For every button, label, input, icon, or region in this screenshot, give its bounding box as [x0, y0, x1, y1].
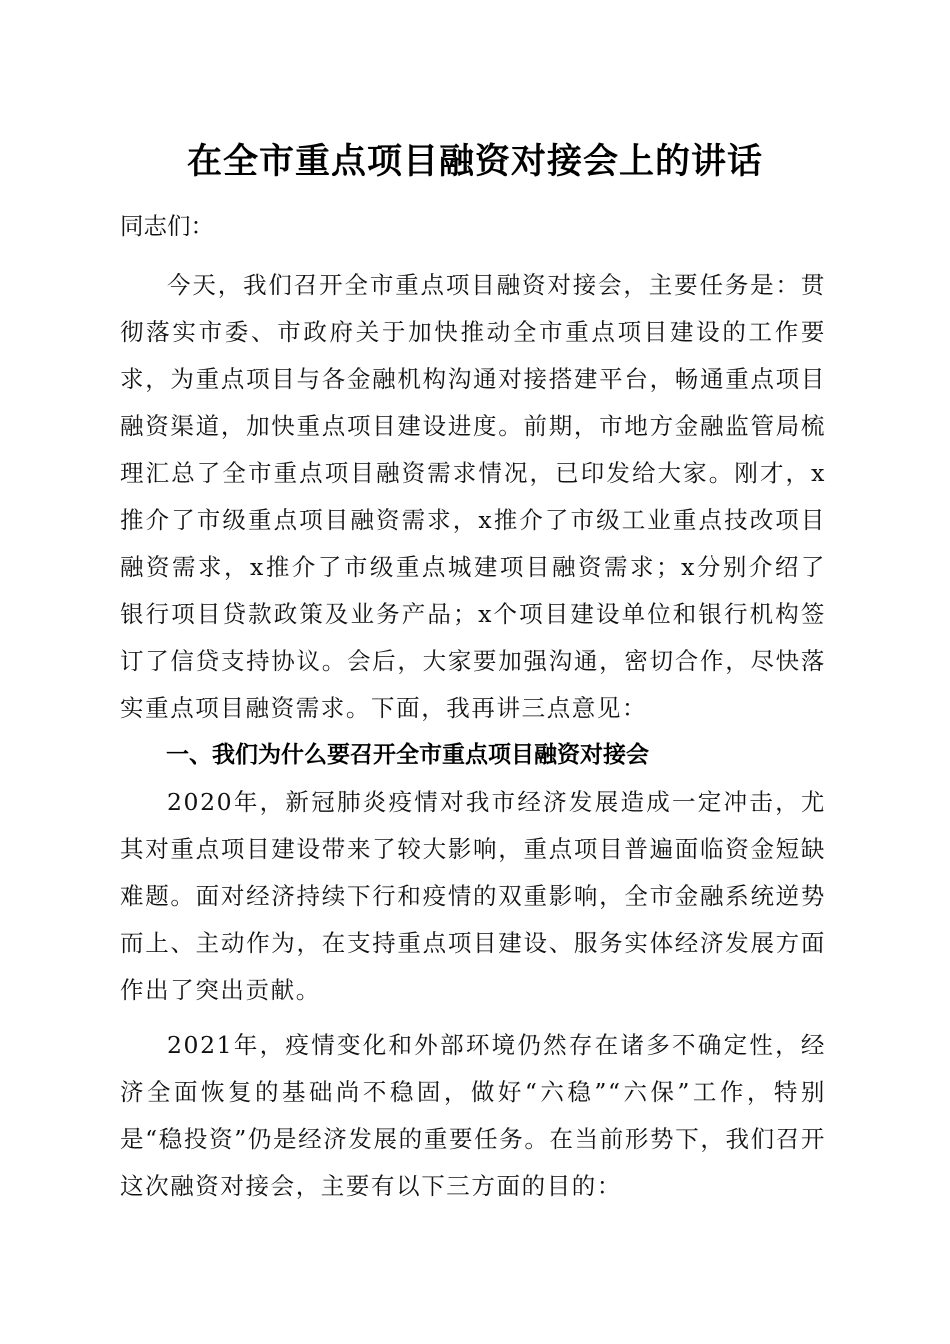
document-title: 在全市重点项目融资对接会上的讲话: [186, 141, 763, 182]
section-heading-1: 一、我们为什么要召开全市重点项目融资对接会: [166, 742, 649, 768]
salutation: 同志们：: [120, 212, 214, 240]
paragraph-intro: 今天，我们召开全市重点项目融资对接会，主要任务是：贯彻落实市委、市政府关于加快推动全市重点项目建设的工作要求，为重点项目与各金融机构沟通对接搭建平台，畅通重点项目融资渠道，加快重点项目建设进度。前期，市地方金融监管局梳理汇总了全市重点项目融资需求情况，已印发给大家。刚才，x推介了市级重点项目融资需求，x推介了市级工业重点技改项目融资需求，x推介了市级重点城建项目融资需求；x分别介绍了银行项目贷款政策及业务产品；x个项目建设单位和银行机构签订了信贷支持协议。会后，大家要加强沟通，密切合作，尽快落实重点项目融资需求。下面，我再讲三点意见：: [120, 271, 826, 722]
document-body: [120, 203, 826, 1210]
paragraph-2021: 2021年，疫情变化和外部环境仍然存在诸多不确定性，经济全面恢复的基础尚不稳固，做好“六稳”“六保”工作，特别是“稳投资”仍是经济发展的重要任务。在当前形势下，我们召开这次融资对接会，主要有以下三方面的目的：: [120, 1031, 826, 1200]
paragraph-2020: 2020年，新冠肺炎疫情对我市经济发展造成一定冲击，尤其对重点项目建设带来了较大影响，重点项目普遍面临资金短缺难题。面对经济持续下行和疫情的双重影响，全市金融系统逆势而上、主动作为，在支持重点项目建设、服务实体经济发展方面作出了突出贡献。: [120, 788, 826, 1004]
